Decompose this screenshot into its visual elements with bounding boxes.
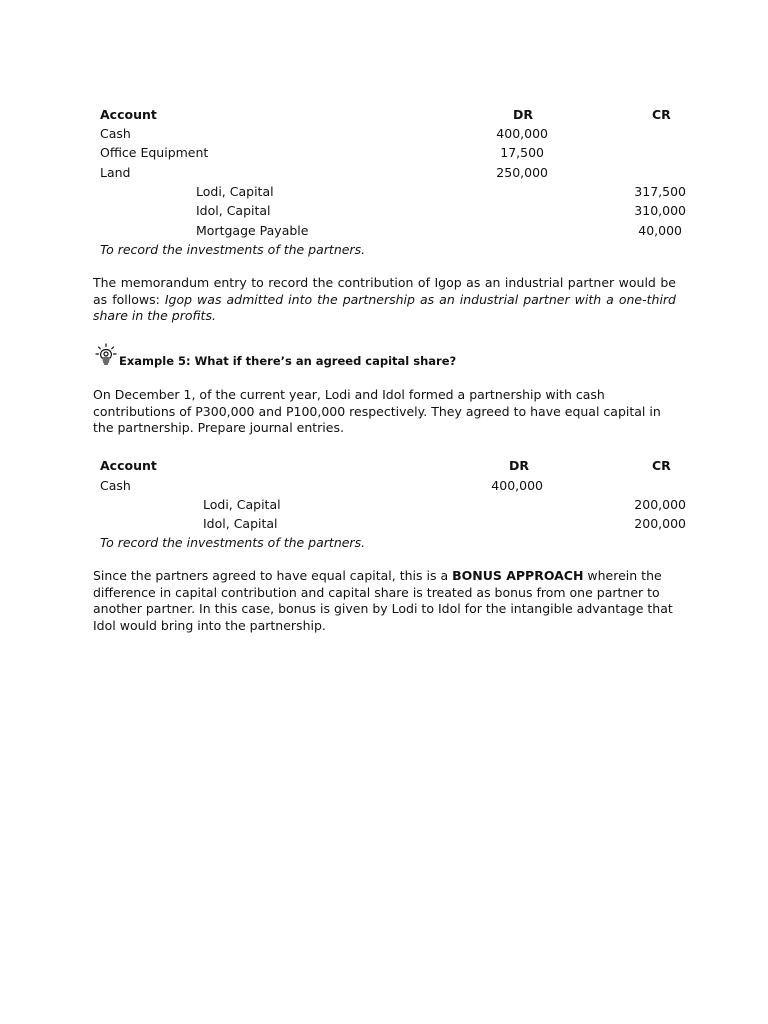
cr-cell: 317,500 <box>634 184 686 199</box>
table-note: To record the investments of the partners. <box>100 535 366 550</box>
bonus-paragraph <box>93 568 676 634</box>
bonus-approach-term: BONUS APPROACH <box>452 568 584 583</box>
account-cell: Cash <box>100 478 131 493</box>
lightbulb-icon <box>95 343 117 365</box>
memo-paragraph <box>93 275 676 325</box>
account-cell: Lodi, Capital <box>203 497 281 512</box>
cr-cell: 310,000 <box>634 203 686 218</box>
bonus-text-end: wherein the difference in capital contribution and capital share is treated as bonus from one partner to another partner. In this case, bonus is given by Lodi to Idol for the intangible advantage that Idol would bring into the partnership. <box>93 568 673 633</box>
example-heading: Example 5: What if there’s an agreed capital share? <box>119 354 457 368</box>
account-cell: Cash <box>100 126 131 141</box>
memo-text: The memorandum entry to record the contribution of Igop as an industrial partner would be as follows: <box>93 275 676 307</box>
cr-header: CR <box>652 107 671 122</box>
account-cell: Idol, Capital <box>196 203 271 218</box>
bonus-text-start: Since the partners agreed to have equal capital, this is a <box>93 568 453 583</box>
cr-cell: 200,000 <box>634 497 686 512</box>
account-cell: Mortgage Payable <box>196 223 309 238</box>
dr-header: DR <box>513 107 534 122</box>
cr-cell: 200,000 <box>634 516 686 531</box>
table-note: To record the investments of the partners. <box>100 242 366 257</box>
memo-italic-text: Igop was admitted into the partnership as an industrial partner with a one-third share in the profits. <box>93 291 676 324</box>
dr-cell: 17,500 <box>500 145 544 160</box>
cr-header: CR <box>652 458 671 473</box>
account-cell: Land <box>100 165 131 180</box>
account-cell: Lodi, Capital <box>196 184 274 199</box>
account-cell: Idol, Capital <box>203 516 278 531</box>
dr-cell: 400,000 <box>491 478 543 493</box>
account-cell: Office Equipment <box>100 145 209 160</box>
account-header: Account <box>100 458 157 473</box>
cr-cell: 40,000 <box>638 223 682 238</box>
dr-cell: 250,000 <box>496 165 548 180</box>
example-paragraph: On December 1, of the current year, Lodi and Idol formed a partnership with cash contributions of P300,000 and P100,000 respectively. They agreed to have equal capital in the partnership. Prepare journal entries. <box>93 387 661 436</box>
account-header: Account <box>100 107 157 122</box>
dr-header: DR <box>509 458 530 473</box>
dr-cell: 400,000 <box>496 126 548 141</box>
